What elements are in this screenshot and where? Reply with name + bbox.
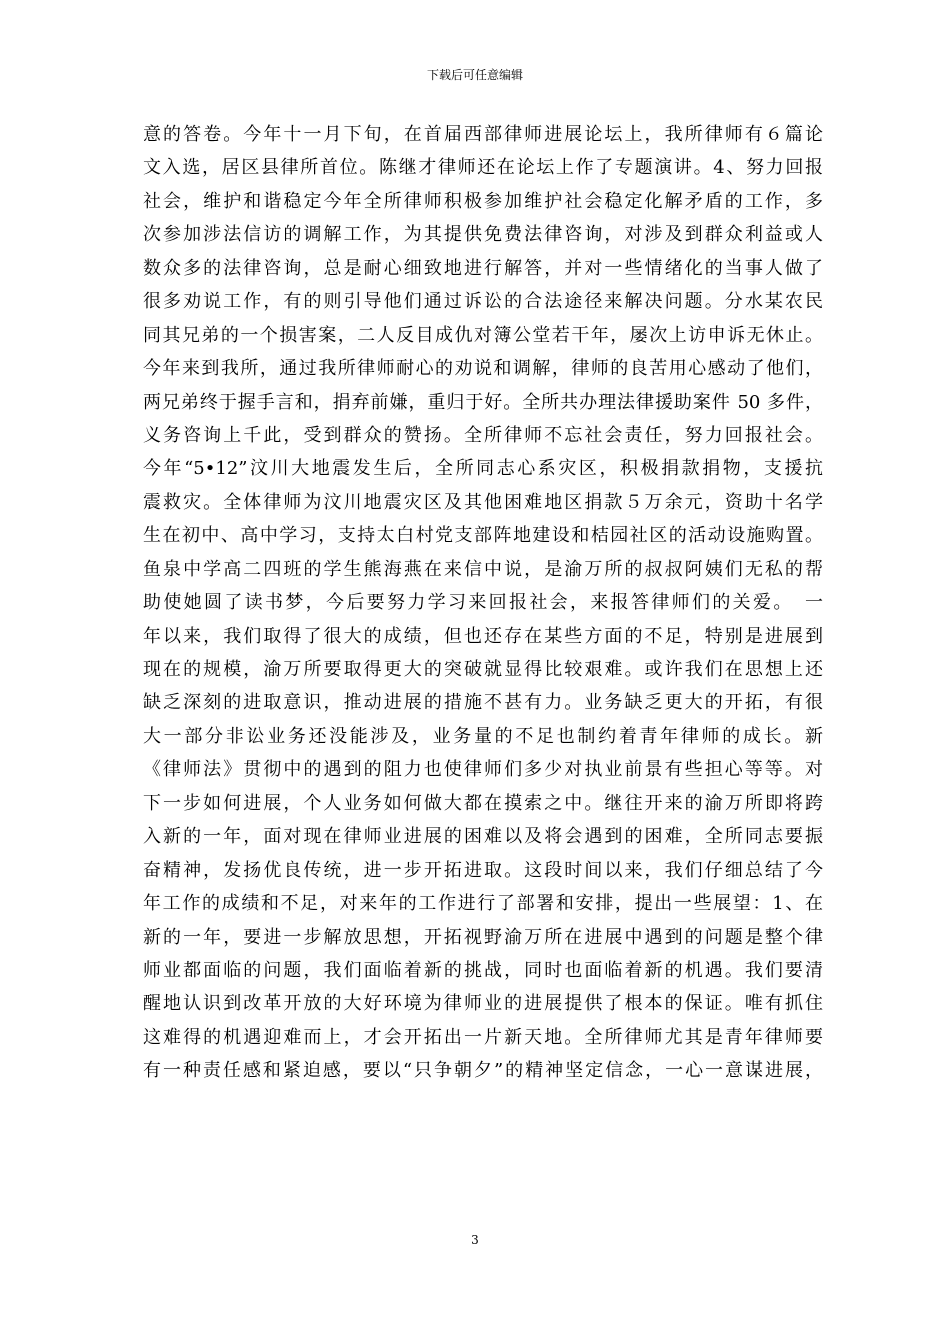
page-number: 3: [471, 1233, 479, 1247]
body-line: 新的一年，要进一步解放思想，开拓视野渝万所在进展中遇到的问题是整个律: [143, 926, 823, 948]
body-line: 奋精神，发扬优良传统，进一步开拓进取。这段时间以来，我们仔细总结了今: [143, 859, 823, 881]
body-line: 震救灾。全体律师为汶川地震灾区及其他困难地区捐款５万余元，资助十名学: [143, 491, 823, 513]
body-line: 缺乏深刻的进取意识，推动进展的措施不甚有力。业务缺乏更大的开拓，有很: [143, 692, 823, 714]
body-line: 社会，维护和谐稳定今年全所律师积极参加维护社会稳定化解矛盾的工作，多: [143, 190, 823, 212]
body-line: 很多劝说工作，有的则引导他们通过诉讼的合法途径来解决问题。分水某农民: [143, 291, 823, 313]
body-line: 今年来到我所，通过我所律师耐心的劝说和调解，律师的良苦用心感动了他们，: [143, 358, 823, 380]
body-line: 《律师法》贯彻中的遇到的阻力也使律师们多少对执业前景有些担心等等。对: [143, 759, 823, 781]
body-line: 义务咨询上千此，受到群众的赞扬。全所律师不忘社会责任，努力回报社会。: [143, 424, 823, 446]
body-line: 文入选，居区县律所首位。陈继才律师还在论坛上作了专题演讲。4、努力回报: [143, 157, 823, 179]
body-line: 数众多的法律咨询，总是耐心细致地进行解答，并对一些情绪化的当事人做了: [143, 257, 823, 279]
body-line: 意的答卷。今年十一月下旬，在首届西部律师进展论坛上，我所律师有６篇论: [143, 124, 823, 145]
body-line: 生在初中、高中学习，支持太白村党支部阵地建设和桔园社区的活动设施购置。: [143, 525, 823, 547]
body-line: 次参加涉法信访的调解工作，为其提供免费法律咨询，对涉及到群众利益或人: [143, 224, 823, 246]
body-line: 师业都面临的问题，我们面临着新的挑战，同时也面临着新的机遇。我们要清: [143, 959, 823, 981]
body-line: 大一部分非讼业务还没能涉及，业务量的不足也制约着青年律师的成长。新: [143, 725, 823, 747]
body-line: 现在的规模，渝万所要取得更大的突破就显得比较艰难。或许我们在思想上还: [143, 659, 823, 680]
body-line: 今年“5•12”汶川大地震发生后，全所同志心系灾区，积极捐款捐物，支援抗: [143, 458, 823, 480]
body-line: 两兄弟终于握手言和，捐弃前嫌，重归于好。全所共办理法律援助案件 50 多件，: [143, 391, 823, 413]
body-line: 这难得的机遇迎难而上，才会开拓出一片新天地。全所律师尤其是青年律师要: [143, 1026, 823, 1048]
page-header: 下载后可任意编辑: [426, 68, 523, 82]
body-line: 有一种责任感和紧迫感，要以“只争朝夕”的精神坚定信念，一心一意谋进展，: [143, 1060, 823, 1082]
body-line: 助使她圆了读书梦，今后要努力学习来回报社会，来报答律师们的关爱。 一: [143, 592, 823, 614]
body-line: 年工作的成绩和不足，对来年的工作进行了部署和安排，提出一些展望：1、在: [143, 893, 823, 915]
document-body: [143, 118, 823, 1088]
body-line: 鱼泉中学高二四班的学生熊海燕在来信中说，是渝万所的叔叔阿姨们无私的帮: [143, 558, 823, 580]
body-line: 醒地认识到改革开放的大好环境为律师业的进展提供了根本的保证。唯有抓住: [143, 993, 823, 1015]
body-line: 年以来，我们取得了很大的成绩，但也还存在某些方面的不足，特别是进展到: [143, 625, 823, 647]
body-line: 入新的一年，面对现在律师业进展的困难以及将会遇到的困难，全所同志要振: [143, 826, 823, 848]
body-line: 同其兄弟的一个损害案，二人反目成仇对簿公堂若干年，屡次上访申诉无休止。: [143, 324, 823, 346]
body-line: 下一步如何进展，个人业务如何做大都在摸索之中。继往开来的渝万所即将跨: [143, 792, 823, 814]
